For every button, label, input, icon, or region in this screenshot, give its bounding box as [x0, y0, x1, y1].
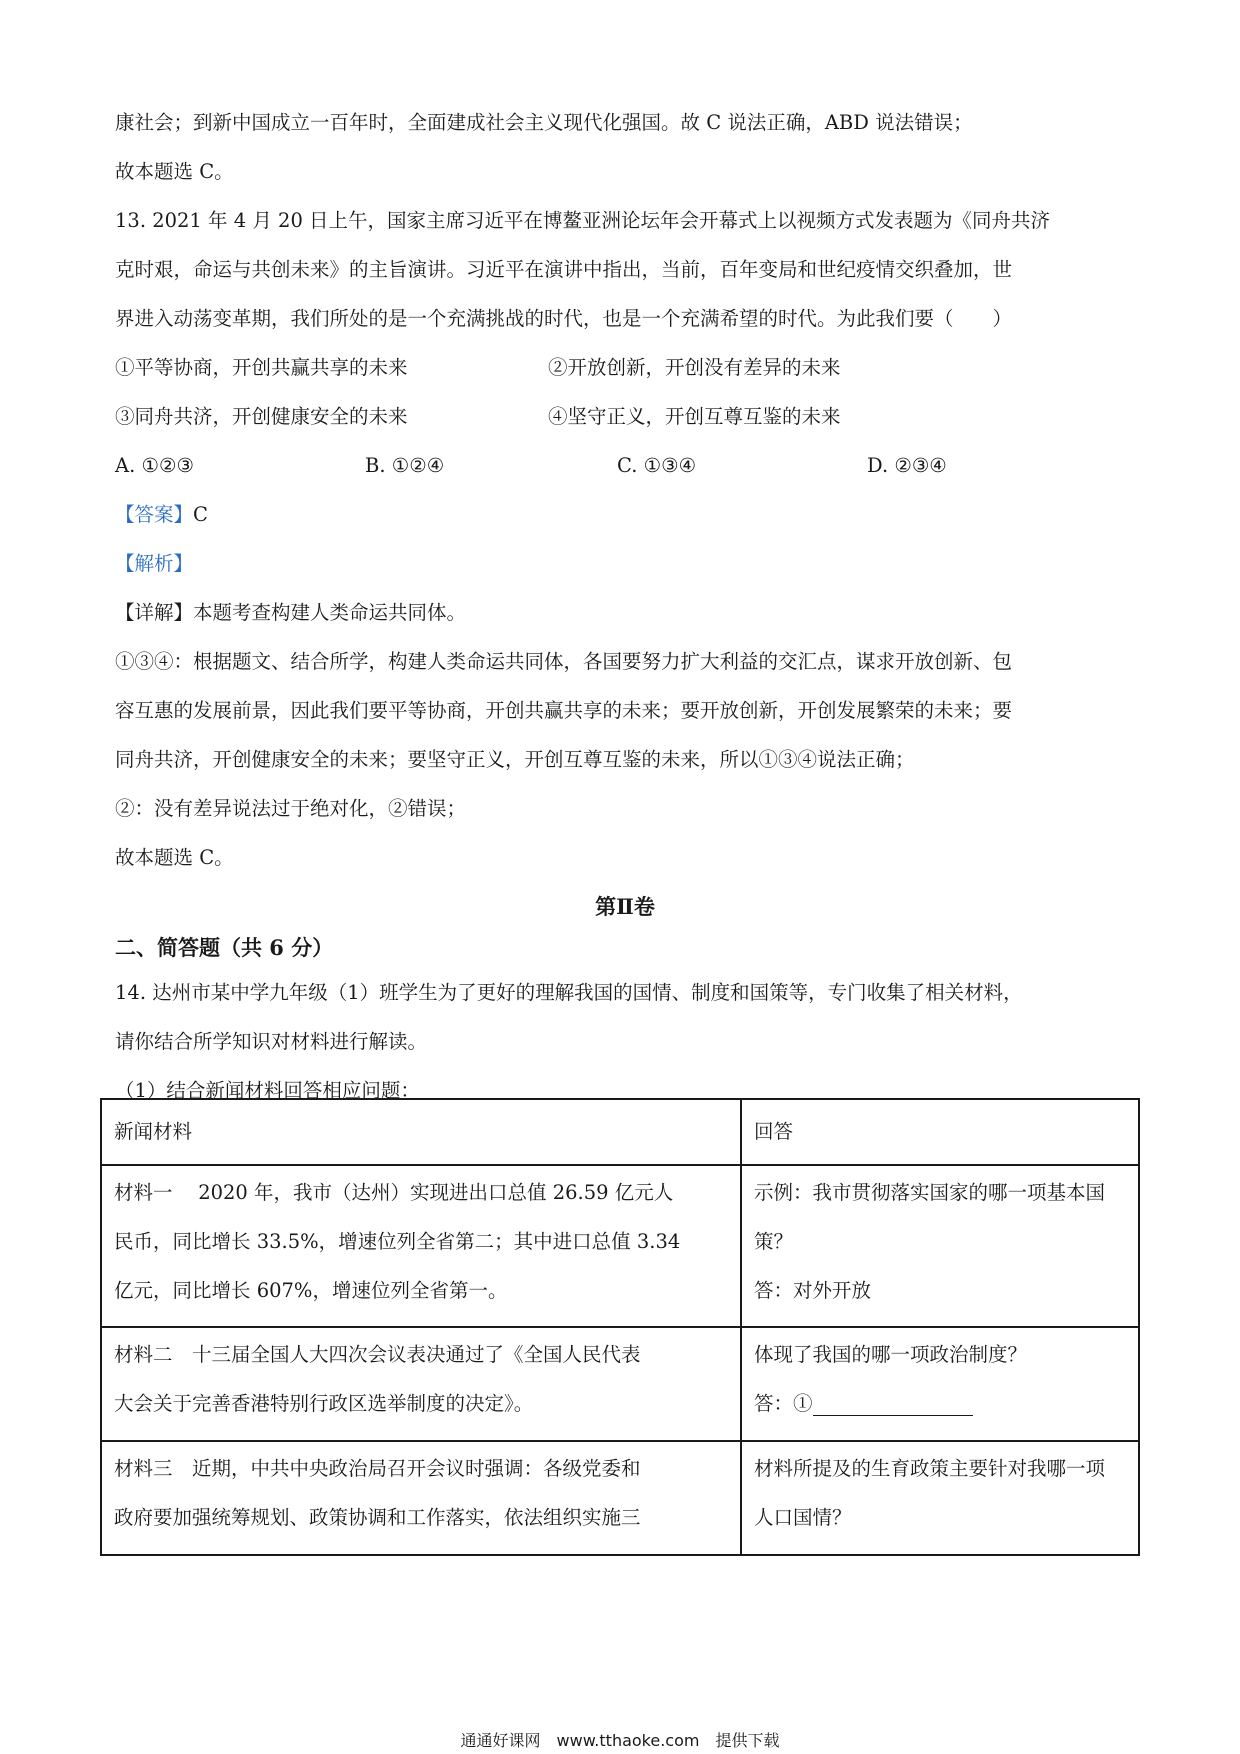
detail-line1: 【详解】本题考查构建人类命运共同体。: [115, 601, 467, 624]
q13-item-3: ③同舟共济，开创健康安全的未来: [115, 405, 408, 428]
answer-2: 体现了我国的哪一项政治制度？ 答：①: [741, 1327, 1139, 1441]
table-row: [101, 1441, 1139, 1555]
q13-options-row: [115, 441, 1135, 490]
material-3: 材料三 近期，中共中央政治局召开会议时强调：各级党委和 政府要加强统筹规划、政策协调和工作落实，依法组织实施三: [101, 1441, 741, 1555]
header-material: 新闻材料: [101, 1099, 741, 1165]
q13-option-c: C. ①③④: [617, 454, 697, 477]
news-table: [100, 1098, 1140, 1556]
q13-items-row1: [115, 343, 1135, 392]
q12-tail-line1: 康社会；到新中国成立一百年时，全面建成社会主义现代化强国。故 C 说法正确，ABD 说法错误；: [115, 111, 973, 134]
q14-stem-line1: 14. 达州市某中学九年级（1）班学生为了更好的理解我国的国情、制度和国策等，专门收集了相关材料，: [115, 981, 1023, 1004]
q13-stem-line2: 克时艰，命运与共创未来》的主旨演讲。习近平在演讲中指出，当前，百年变局和世纪疫情交织叠加，世: [115, 258, 1013, 281]
table-row: [101, 1327, 1139, 1441]
part2-heading: 二、简答题（共 6 分）: [115, 935, 334, 960]
q13-item-2: ②开放创新，开创没有差异的未来: [548, 356, 841, 379]
q12-tail-line2: 故本题选 C。: [115, 160, 234, 183]
answer-1: 示例：我市贯彻落实国家的哪一项基本国 策？ 答：对外开放: [741, 1165, 1139, 1327]
q13-option-d: D. ②③④: [867, 454, 947, 477]
document-body: [115, 98, 1135, 1115]
q13-option-b: B. ①②④: [365, 454, 445, 477]
q13-option-a: A. ①②③: [115, 454, 194, 477]
answer-blank[interactable]: [813, 1391, 973, 1416]
analysis-label: 【解析】: [115, 552, 194, 575]
detail-line2: ①③④：根据题文、结合所学，构建人类命运共同体，各国要努力扩大利益的交汇点，谋求开放创新、包: [115, 650, 1013, 673]
footer-credit: 通通好课网 www.tthaoke.com 提供下载: [460, 1731, 780, 1750]
q13-stem-line1: 13. 2021 年 4 月 20 日上午，国家主席习近平在博鳌亚洲论坛年会开幕式上以视频方式发表题为《同舟共济: [115, 209, 1051, 232]
answer-label: 【答案】: [115, 503, 194, 526]
q13-items-row2: [115, 392, 1135, 441]
q13-item-4: ④坚守正义，开创互尊互鉴的未来: [548, 405, 841, 428]
q14-sub1: （1）结合新闻材料回答相应问题：: [115, 1079, 420, 1102]
table-row: [101, 1165, 1139, 1327]
q13-item-1: ①平等协商，开创共赢共享的未来: [115, 356, 408, 379]
detail-line4: 同舟共济，开创健康安全的未来；要坚守正义，开创互尊互鉴的未来，所以①③④说法正确；: [115, 748, 915, 771]
material-1: 材料一 2020 年，我市（达州）实现进出口总值 26.59 亿元人 民币，同比增长 33.5%，增速位列全省第二；其中进口总值 3.34 亿元，同比增长 607%，增速位列全省第一。: [101, 1165, 741, 1327]
answer-3: 材料所提及的生育政策主要针对我哪一项 人口国情？: [741, 1441, 1139, 1555]
material-2: 材料二 十三届全国人大四次会议表决通过了《全国人民代表 大会关于完善香港特别行政区选举制度的决定》。: [101, 1327, 741, 1441]
q13-stem-line3: 界进入动荡变革期，我们所处的是一个充满挑战的时代，也是一个充满希望的时代。为此我们要（ ）: [115, 307, 1013, 330]
table-header-row: [101, 1099, 1139, 1165]
answer-value: C: [193, 503, 208, 526]
detail-line3: 容互惠的发展前景，因此我们要平等协商，开创共赢共享的未来；要开放创新，开创发展繁荣的未来；要: [115, 699, 1013, 722]
part2-title: 第Ⅱ卷: [595, 894, 655, 919]
detail-line5: ②：没有差异说法过于绝对化，②错误；: [115, 797, 467, 820]
header-answer: 回答: [741, 1099, 1139, 1165]
detail-line6: 故本题选 C。: [115, 846, 234, 869]
q14-stem-line2: 请你结合所学知识对材料进行解读。: [115, 1030, 428, 1053]
q13-answer: [115, 490, 1135, 539]
